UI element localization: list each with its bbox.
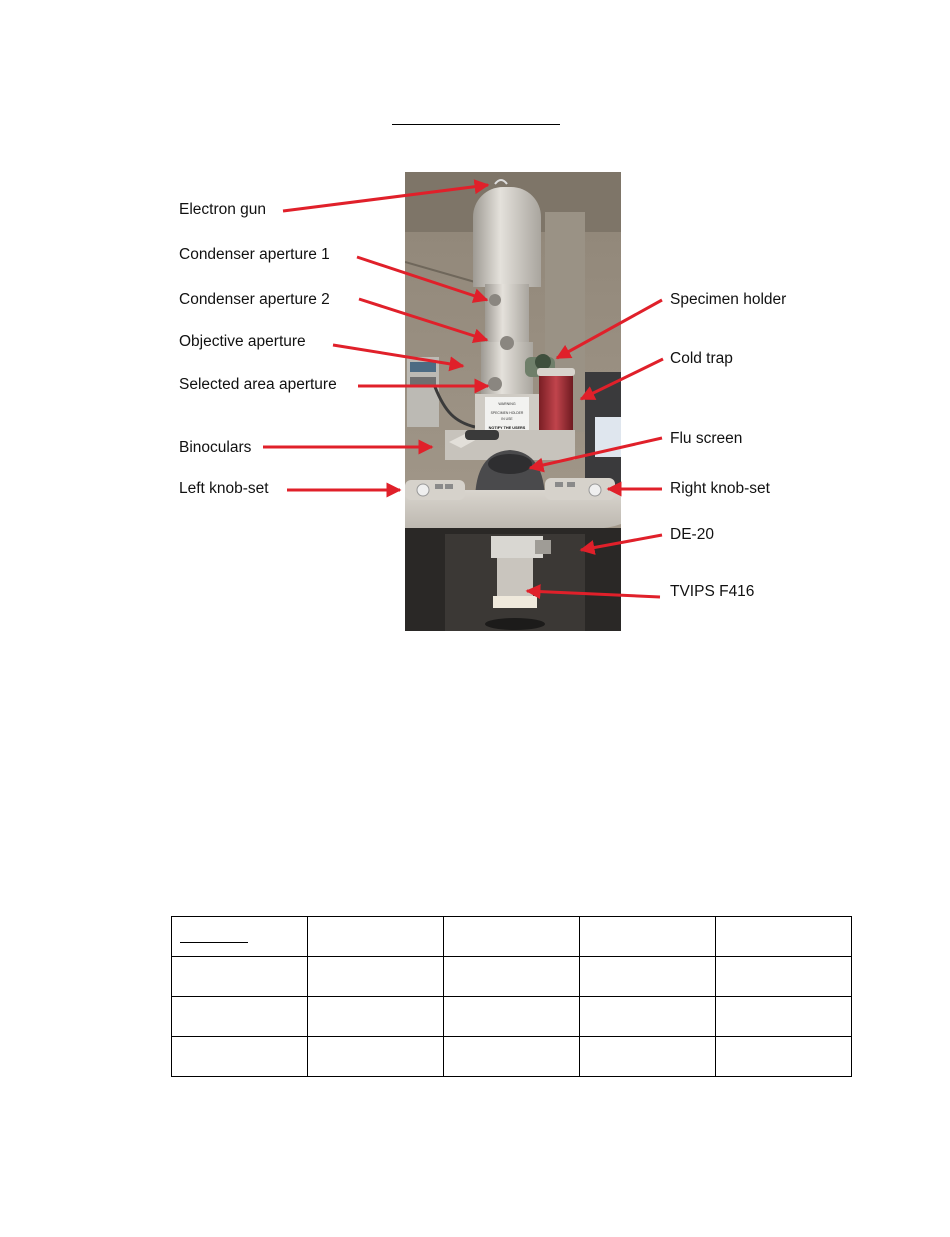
arrow-objective-aperture bbox=[333, 345, 463, 366]
table-cell bbox=[580, 957, 716, 997]
table-cell bbox=[444, 997, 580, 1037]
table-cell bbox=[308, 1037, 444, 1077]
table-row bbox=[172, 917, 852, 957]
arrow-condenser-aperture-2 bbox=[359, 299, 487, 340]
table-cell bbox=[580, 917, 716, 957]
table-cell bbox=[580, 997, 716, 1037]
label-binoculars: Binoculars bbox=[179, 439, 252, 456]
label-right-knob-set: Right knob-set bbox=[670, 480, 770, 497]
label-selected-area-aperture: Selected area aperture bbox=[179, 376, 337, 393]
table-cell bbox=[308, 957, 444, 997]
empty-table bbox=[171, 916, 852, 1077]
arrow-cold-trap bbox=[581, 359, 663, 399]
table-row bbox=[172, 1037, 852, 1077]
table-cell bbox=[308, 997, 444, 1037]
arrow-tvips-f416 bbox=[527, 591, 660, 597]
header-cell-underline bbox=[180, 942, 248, 943]
notice-line-2: SPECIMEN HOLDER bbox=[490, 411, 524, 415]
label-condenser-aperture-2: Condenser aperture 2 bbox=[179, 291, 330, 308]
notice-line-3: IN USE bbox=[501, 417, 513, 421]
label-specimen-holder: Specimen holder bbox=[670, 291, 787, 308]
label-tvips-f416: TVIPS F416 bbox=[670, 583, 755, 600]
table-row bbox=[172, 997, 852, 1037]
label-electron-gun: Electron gun bbox=[179, 201, 267, 218]
table-cell bbox=[716, 997, 852, 1037]
table-cell bbox=[172, 997, 308, 1037]
notice-line-4: NOTIFY THE USERS bbox=[488, 426, 526, 430]
arrow-electron-gun bbox=[283, 185, 488, 211]
label-objective-aperture: Objective aperture bbox=[179, 333, 306, 350]
table-cell bbox=[308, 917, 444, 957]
arrow-specimen-holder bbox=[557, 300, 662, 358]
label-left-knob-set: Left knob-set bbox=[179, 480, 269, 497]
table-cell bbox=[444, 917, 580, 957]
label-condenser-aperture-1: Condenser aperture 1 bbox=[179, 246, 330, 263]
table-cell bbox=[444, 1037, 580, 1077]
table-cell bbox=[172, 957, 308, 997]
label-cold-trap: Cold trap bbox=[670, 350, 733, 367]
table-cell bbox=[716, 1037, 852, 1077]
arrow-de-20 bbox=[581, 535, 662, 550]
table-cell bbox=[716, 957, 852, 997]
table-row bbox=[172, 957, 852, 997]
arrow-flu-screen bbox=[530, 438, 662, 468]
arrow-condenser-aperture-1 bbox=[357, 257, 487, 300]
table-cell bbox=[580, 1037, 716, 1077]
notice-line-1: WARNING bbox=[498, 402, 516, 406]
table-cell bbox=[716, 917, 852, 957]
label-flu-screen: Flu screen bbox=[670, 430, 743, 447]
table-cell bbox=[172, 917, 308, 957]
table-cell bbox=[172, 1037, 308, 1077]
table-cell bbox=[444, 957, 580, 997]
label-de-20: DE-20 bbox=[670, 526, 714, 543]
